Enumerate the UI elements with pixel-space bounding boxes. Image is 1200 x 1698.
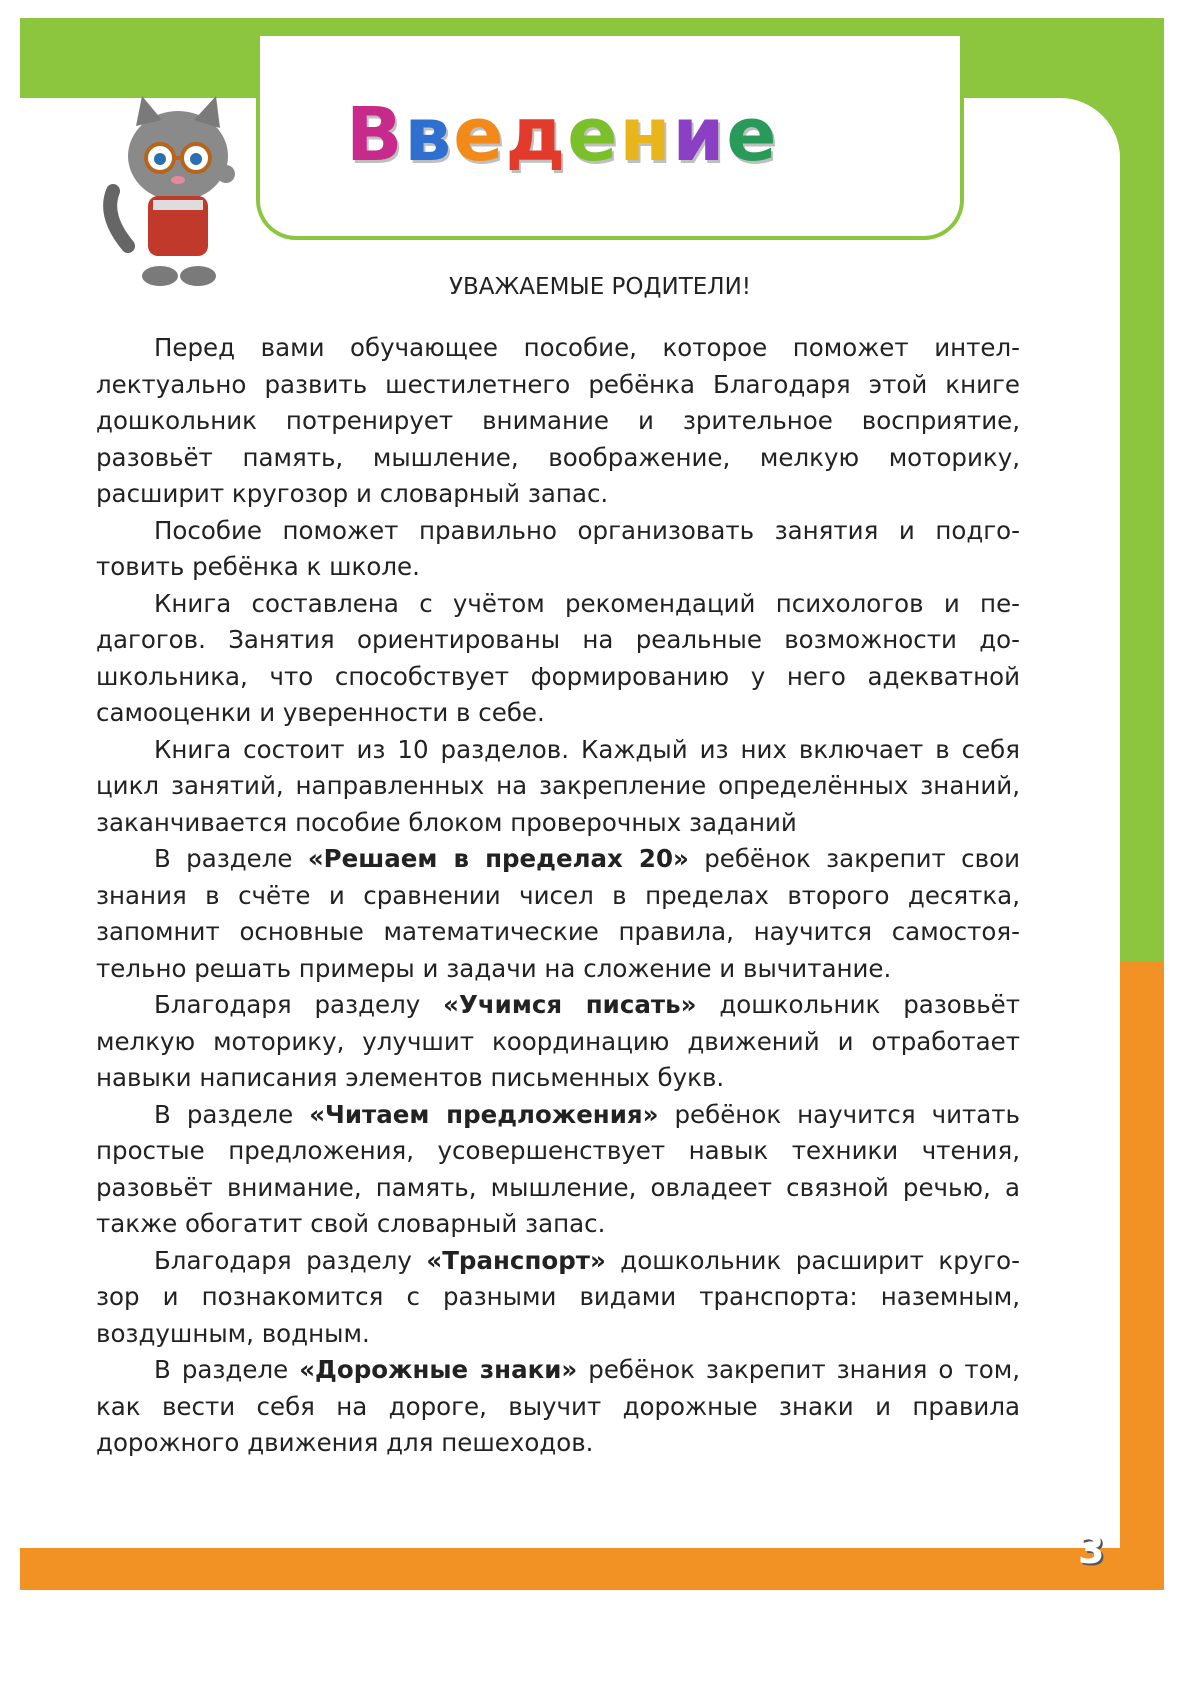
paragraph-text: Книга составлена с учётом рекомендаций психологов и педагогов. Занятия ориентированы на реальные возможности дошкольника, что способствует формированию у него адекватной самооценки и уверенности в себе.	[96, 588, 1020, 727]
paragraph-text: ребёнок научится читать простые предложения, усовершенствует навык техники чтения, разовьёт внимание, память, мышление, овладеет связной речью, а также обогатит свой словарный запас.	[96, 1099, 1020, 1238]
paragraph-text: дошкольник разовьёт мелкую моторику, улучшит координацию движений и отработает навыки написания элементов письменных букв.	[96, 990, 1020, 1092]
section-name: «Дорожные знаки»	[299, 1355, 578, 1384]
paragraph	[96, 987, 1020, 1097]
cat-with-glasses-icon	[98, 96, 248, 300]
body-text	[96, 330, 1020, 1462]
title-letter: д	[505, 92, 568, 178]
paragraph	[96, 841, 1020, 987]
paragraph-text: Пособие поможет правильно организовать занятия и подготовить ребёнка к школе.	[96, 515, 1020, 581]
paragraph	[96, 330, 1020, 513]
title-letter: е	[726, 92, 779, 178]
paragraph-text: Благодаря разделу	[154, 990, 444, 1019]
paragraph-text: В разделе	[154, 1099, 310, 1129]
paragraph-text: В разделе	[154, 844, 308, 873]
section-name: «Транспорт»	[426, 1245, 606, 1275]
page-title	[346, 92, 779, 192]
paragraph	[96, 586, 1020, 732]
paragraph-text: Перед вами обучающее пособие, которое поможет интеллектуально развить шестилетнего ребёнка Благодаря этой книге дошкольник потренирует внимание и зрительное восприятие, разовьёт память, мышление, воображение, мелкую моторику, расширит кругозор и словарный запас.	[96, 333, 1020, 508]
paragraph	[96, 513, 1020, 586]
paragraph-text: В разделе	[154, 1355, 300, 1384]
paragraph	[96, 1097, 1020, 1243]
paragraph	[96, 1352, 1020, 1462]
section-heading: УВАЖАЕМЫЕ РОДИТЕЛИ!	[449, 274, 751, 300]
title-letter: н	[619, 92, 673, 178]
title-letter: и	[672, 92, 727, 178]
title-letter: е	[453, 92, 506, 178]
paragraph-text: дошкольник расширит кругозор и познакомится с разными видами транспорта: наземным, воздушным, водным.	[96, 1245, 1020, 1348]
paragraph-text: Книга состоит из 10 разделов. Каждый из них включает в себя цикл занятий, направленных на закрепление определённых знаний, заканчивается пособие блоком проверочных заданий	[96, 734, 1020, 837]
paragraph-text: Благодаря разделу	[154, 1245, 427, 1275]
section-name: «Учимся писать»	[443, 990, 697, 1019]
paragraph	[96, 732, 1020, 842]
title-letter: в	[404, 92, 454, 178]
section-name: «Читаем предложения»	[309, 1099, 659, 1129]
paragraph-text: ребёнок закрепит свои знания в счёте и сравнении чисел в пределах второго десятка, запомнит основные математические правила, научится самостоятельно решать примеры и задачи на сложение и вычитание.	[96, 844, 1020, 983]
paragraph-text: ребёнок закрепит знания о том, как вести себя на дороге, выучит дорожные знаки и правила дорожного движения для пешеходов.	[96, 1355, 1020, 1457]
paragraph	[96, 1243, 1020, 1353]
page-number: 3	[1078, 1528, 1105, 1572]
title-letter: е	[567, 92, 620, 178]
title-letter: В	[346, 92, 405, 178]
section-name: «Решаем в пределах 20»	[307, 844, 689, 873]
